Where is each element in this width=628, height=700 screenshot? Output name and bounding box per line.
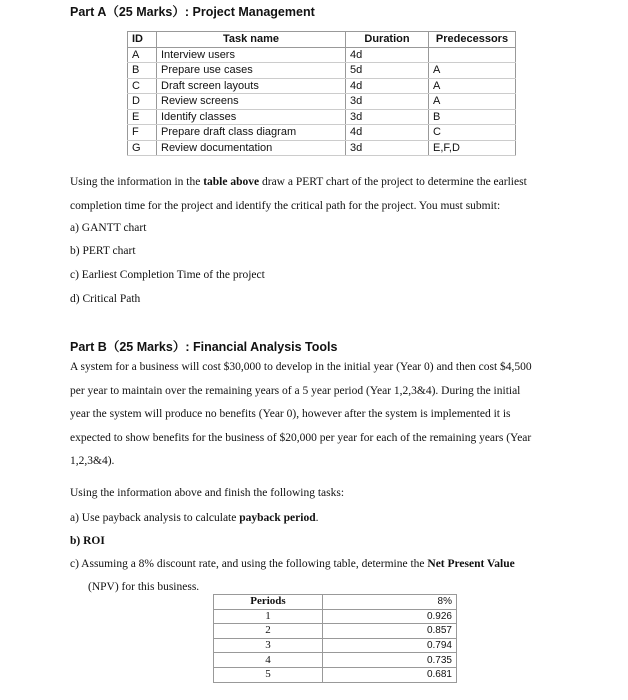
part-b-title: Part B（25 Marks）: Financial Analysis Tools [70, 340, 338, 354]
cell-factor: 0.857 [323, 624, 457, 639]
text: a) Use payback analysis to calculate [70, 512, 240, 524]
cell-duration: 4d [346, 78, 429, 94]
task-a [70, 512, 318, 524]
cell-pred: E,F,D [429, 140, 516, 156]
cell-period: 4 [214, 653, 323, 668]
tasks-intro: Using the information above and finish the following tasks: [70, 487, 345, 499]
table-row [128, 78, 516, 94]
bold-text: payback period [239, 512, 316, 524]
cell-period: 2 [214, 624, 323, 639]
list-item: c) Earliest Completion Time of the project [70, 269, 265, 281]
cell-pred: C [429, 125, 516, 141]
para-line [70, 176, 527, 188]
col-periods: Periods [214, 595, 323, 610]
text: c) Assuming a 8% discount rate, and using the following table, determine the [70, 558, 428, 570]
task-c-line2: (NPV) for this business. [88, 581, 200, 593]
para-line: year the system will produce no benefits (Year 0), however after the system is implemented it is [70, 408, 511, 420]
cell-period: 5 [214, 667, 323, 682]
cell-period: 1 [214, 609, 323, 624]
cell-duration: 3d [346, 109, 429, 125]
col-task: Task name [157, 32, 346, 48]
cell-factor: 0.926 [323, 609, 457, 624]
cell-id: B [128, 63, 157, 79]
cell-duration: 4d [346, 125, 429, 141]
cell-factor: 0.735 [323, 653, 457, 668]
cell-task: Interview users [157, 47, 346, 63]
col-duration: Duration [346, 32, 429, 48]
cell-duration: 4d [346, 47, 429, 63]
cell-pred [429, 47, 516, 63]
para-line: completion time for the project and identify the critical path for the project. You must submit: [70, 200, 501, 212]
table-row [128, 94, 516, 110]
list-item: d) Critical Path [70, 293, 141, 305]
cell-id: E [128, 109, 157, 125]
para-line: A system for a business will cost $30,000 to develop in the initial year (Year 0) and then cost $4,500 [70, 361, 532, 373]
bold-text: table above [203, 176, 260, 188]
part-a-title: Part A（25 Marks）: Project Management [70, 5, 315, 19]
cell-task: Draft screen layouts [157, 78, 346, 94]
cell-id: A [128, 47, 157, 63]
col-pred: Predecessors [429, 32, 516, 48]
cell-task: Identify classes [157, 109, 346, 125]
table-row [214, 624, 457, 639]
table-row [214, 667, 457, 682]
task-table [127, 31, 516, 156]
cell-duration: 3d [346, 94, 429, 110]
text: Using the information in the [70, 176, 204, 188]
cell-id: G [128, 140, 157, 156]
cell-task: Prepare draft class diagram [157, 125, 346, 141]
cell-id: C [128, 78, 157, 94]
para-line: expected to show benefits for the business of $20,000 per year for each of the remaining years (Year [70, 432, 532, 444]
col-id: ID [128, 32, 157, 48]
npv-table [213, 594, 457, 683]
text: . [315, 512, 319, 524]
cell-factor: 0.681 [323, 667, 457, 682]
table-row [128, 63, 516, 79]
table-row [128, 109, 516, 125]
cell-id: D [128, 94, 157, 110]
col-rate: 8% [323, 595, 457, 610]
table-row [128, 140, 516, 156]
para-line: per year to maintain over the remaining years of a 5 year period (Year 1,2,3&4). During the initial [70, 385, 521, 397]
cell-pred: A [429, 78, 516, 94]
cell-task: Review screens [157, 94, 346, 110]
bold-text: Net Present Value [427, 558, 515, 570]
cell-task: Prepare use cases [157, 63, 346, 79]
table-row [128, 125, 516, 141]
cell-pred: B [429, 109, 516, 125]
table-row [128, 47, 516, 63]
cell-pred: A [429, 63, 516, 79]
table-row [214, 638, 457, 653]
cell-factor: 0.794 [323, 638, 457, 653]
cell-duration: 3d [346, 140, 429, 156]
cell-task: Review documentation [157, 140, 346, 156]
table-row [214, 653, 457, 668]
table-row [214, 609, 457, 624]
cell-id: F [128, 125, 157, 141]
para-line: 1,2,3&4). [70, 455, 115, 467]
cell-pred: A [429, 94, 516, 110]
task-b: b) ROI [70, 535, 105, 547]
cell-period: 3 [214, 638, 323, 653]
cell-duration: 5d [346, 63, 429, 79]
task-c [70, 558, 515, 570]
text: draw a PERT chart of the project to determine the earliest [259, 176, 527, 188]
list-item: b) PERT chart [70, 245, 136, 257]
list-item: a) GANTT chart [70, 222, 147, 234]
